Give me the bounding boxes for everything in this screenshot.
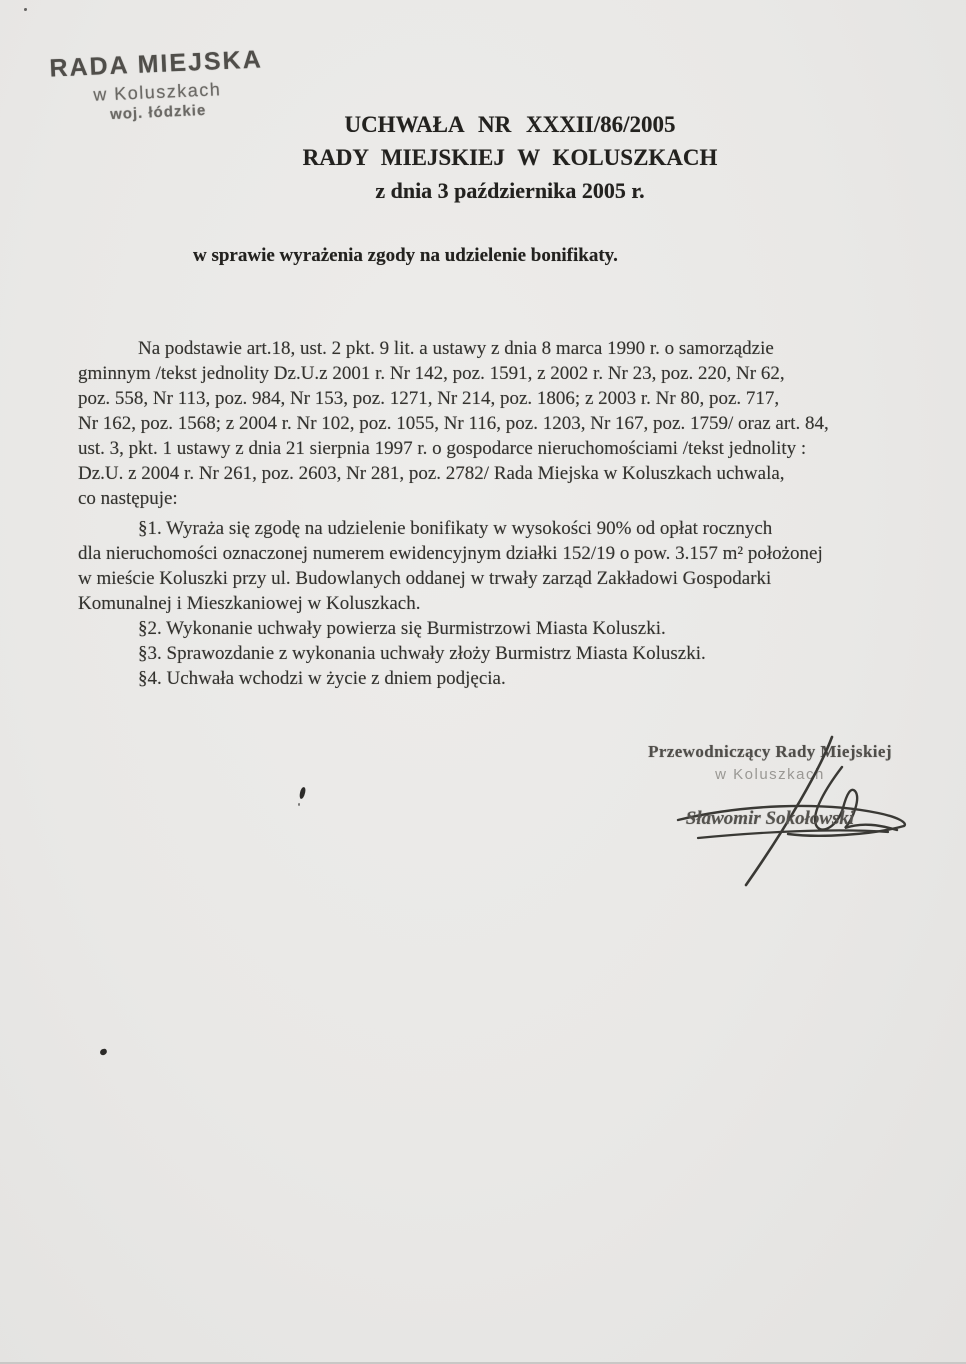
- body-line: §3. Sprawozdanie z wykonania uchwały złoży Burmistrz Miasta Koluszki.: [138, 643, 706, 664]
- body-line: §2. Wykonanie uchwały powierza się Burmistrzowi Miasta Koluszki.: [138, 618, 666, 639]
- signature-block: [640, 742, 900, 829]
- body-line: gminnym /tekst jednolity Dz.U.z 2001 r. Nr 142, poz. 1591, z 2002 r. Nr 23, poz. 220, Nr 62,: [78, 363, 785, 384]
- stamp-town-name: w Koluszkach: [92, 79, 222, 105]
- title-resolution-number: UCHWAŁA NR XXXII/86/2005: [344, 112, 676, 137]
- document-title: [240, 112, 780, 204]
- body-line: Nr 162, poz. 1568; z 2004 r. Nr 102, poz. 1055, Nr 116, poz. 1203, Nr 167, poz. 1759/ oraz art. 84,: [78, 413, 829, 434]
- section-1-paragraph: [78, 516, 894, 616]
- body-line: co następuje:: [78, 488, 178, 509]
- section-3-paragraph: [78, 641, 894, 666]
- title-date: z dnia 3 października 2005 r.: [375, 178, 645, 203]
- ink-mark: [24, 8, 27, 11]
- ink-mark: [298, 803, 300, 806]
- stamp-council-name: RADA MIEJSKA: [48, 45, 264, 83]
- body-line: Komunalnej i Mieszkaniowej w Koluszkach.: [78, 593, 421, 614]
- section-2-paragraph: [78, 616, 894, 641]
- body-line: §1. Wyraża się zgodę na udzielenie bonifikaty w wysokości 90% od opłat rocznych: [138, 518, 773, 539]
- signatory-name: Sławomir Sokołowski: [685, 808, 855, 829]
- section-4-paragraph: [78, 666, 894, 691]
- title-council-name: RADY MIEJSKIEJ W KOLUSZKACH: [302, 145, 718, 170]
- signature-role-title: Przewodniczący Rady Miejskiej: [648, 742, 892, 761]
- body-line: dla nieruchomości oznaczonej numerem ewidencyjnym działki 152/19 o pow. 3.157 m² położonej: [78, 543, 823, 564]
- body-line: Na podstawie art.18, ust. 2 pkt. 9 lit. a ustawy z dnia 8 marca 1990 r. o samorządzie: [138, 338, 774, 359]
- signature-role-location: w Koluszkach: [715, 766, 825, 783]
- council-stamp: [41, 45, 274, 126]
- ink-mark: [99, 1048, 108, 1056]
- body-line: Dz.U. z 2004 r. Nr 261, poz. 2603, Nr 281, poz. 2782/ Rada Miejska w Koluszkach uchwala,: [78, 463, 785, 484]
- body-line: ust. 3, pkt. 1 ustawy z dnia 21 sierpnia 1997 r. o gospodarce nieruchomościami /tekst jednolity :: [78, 438, 807, 459]
- body-line: §4. Uchwała wchodzi w życie z dniem podjęcia.: [138, 668, 506, 689]
- body-line: poz. 558, Nr 113, poz. 984, Nr 153, poz. 1271, Nr 214, poz. 1806; z 2003 r. Nr 80, poz. 717,: [78, 388, 780, 409]
- stamp-voivodeship: woj. łódzkie: [109, 101, 207, 124]
- ink-mark: [299, 787, 306, 800]
- legal-basis-paragraph: [78, 336, 894, 511]
- subject-line: w sprawie wyrażenia zgody na udzielenie bonifikaty.: [193, 245, 618, 266]
- body-line: w mieście Koluszki przy ul. Budowlanych oddanej w trwały zarząd Zakładowi Gospodarki: [78, 568, 772, 589]
